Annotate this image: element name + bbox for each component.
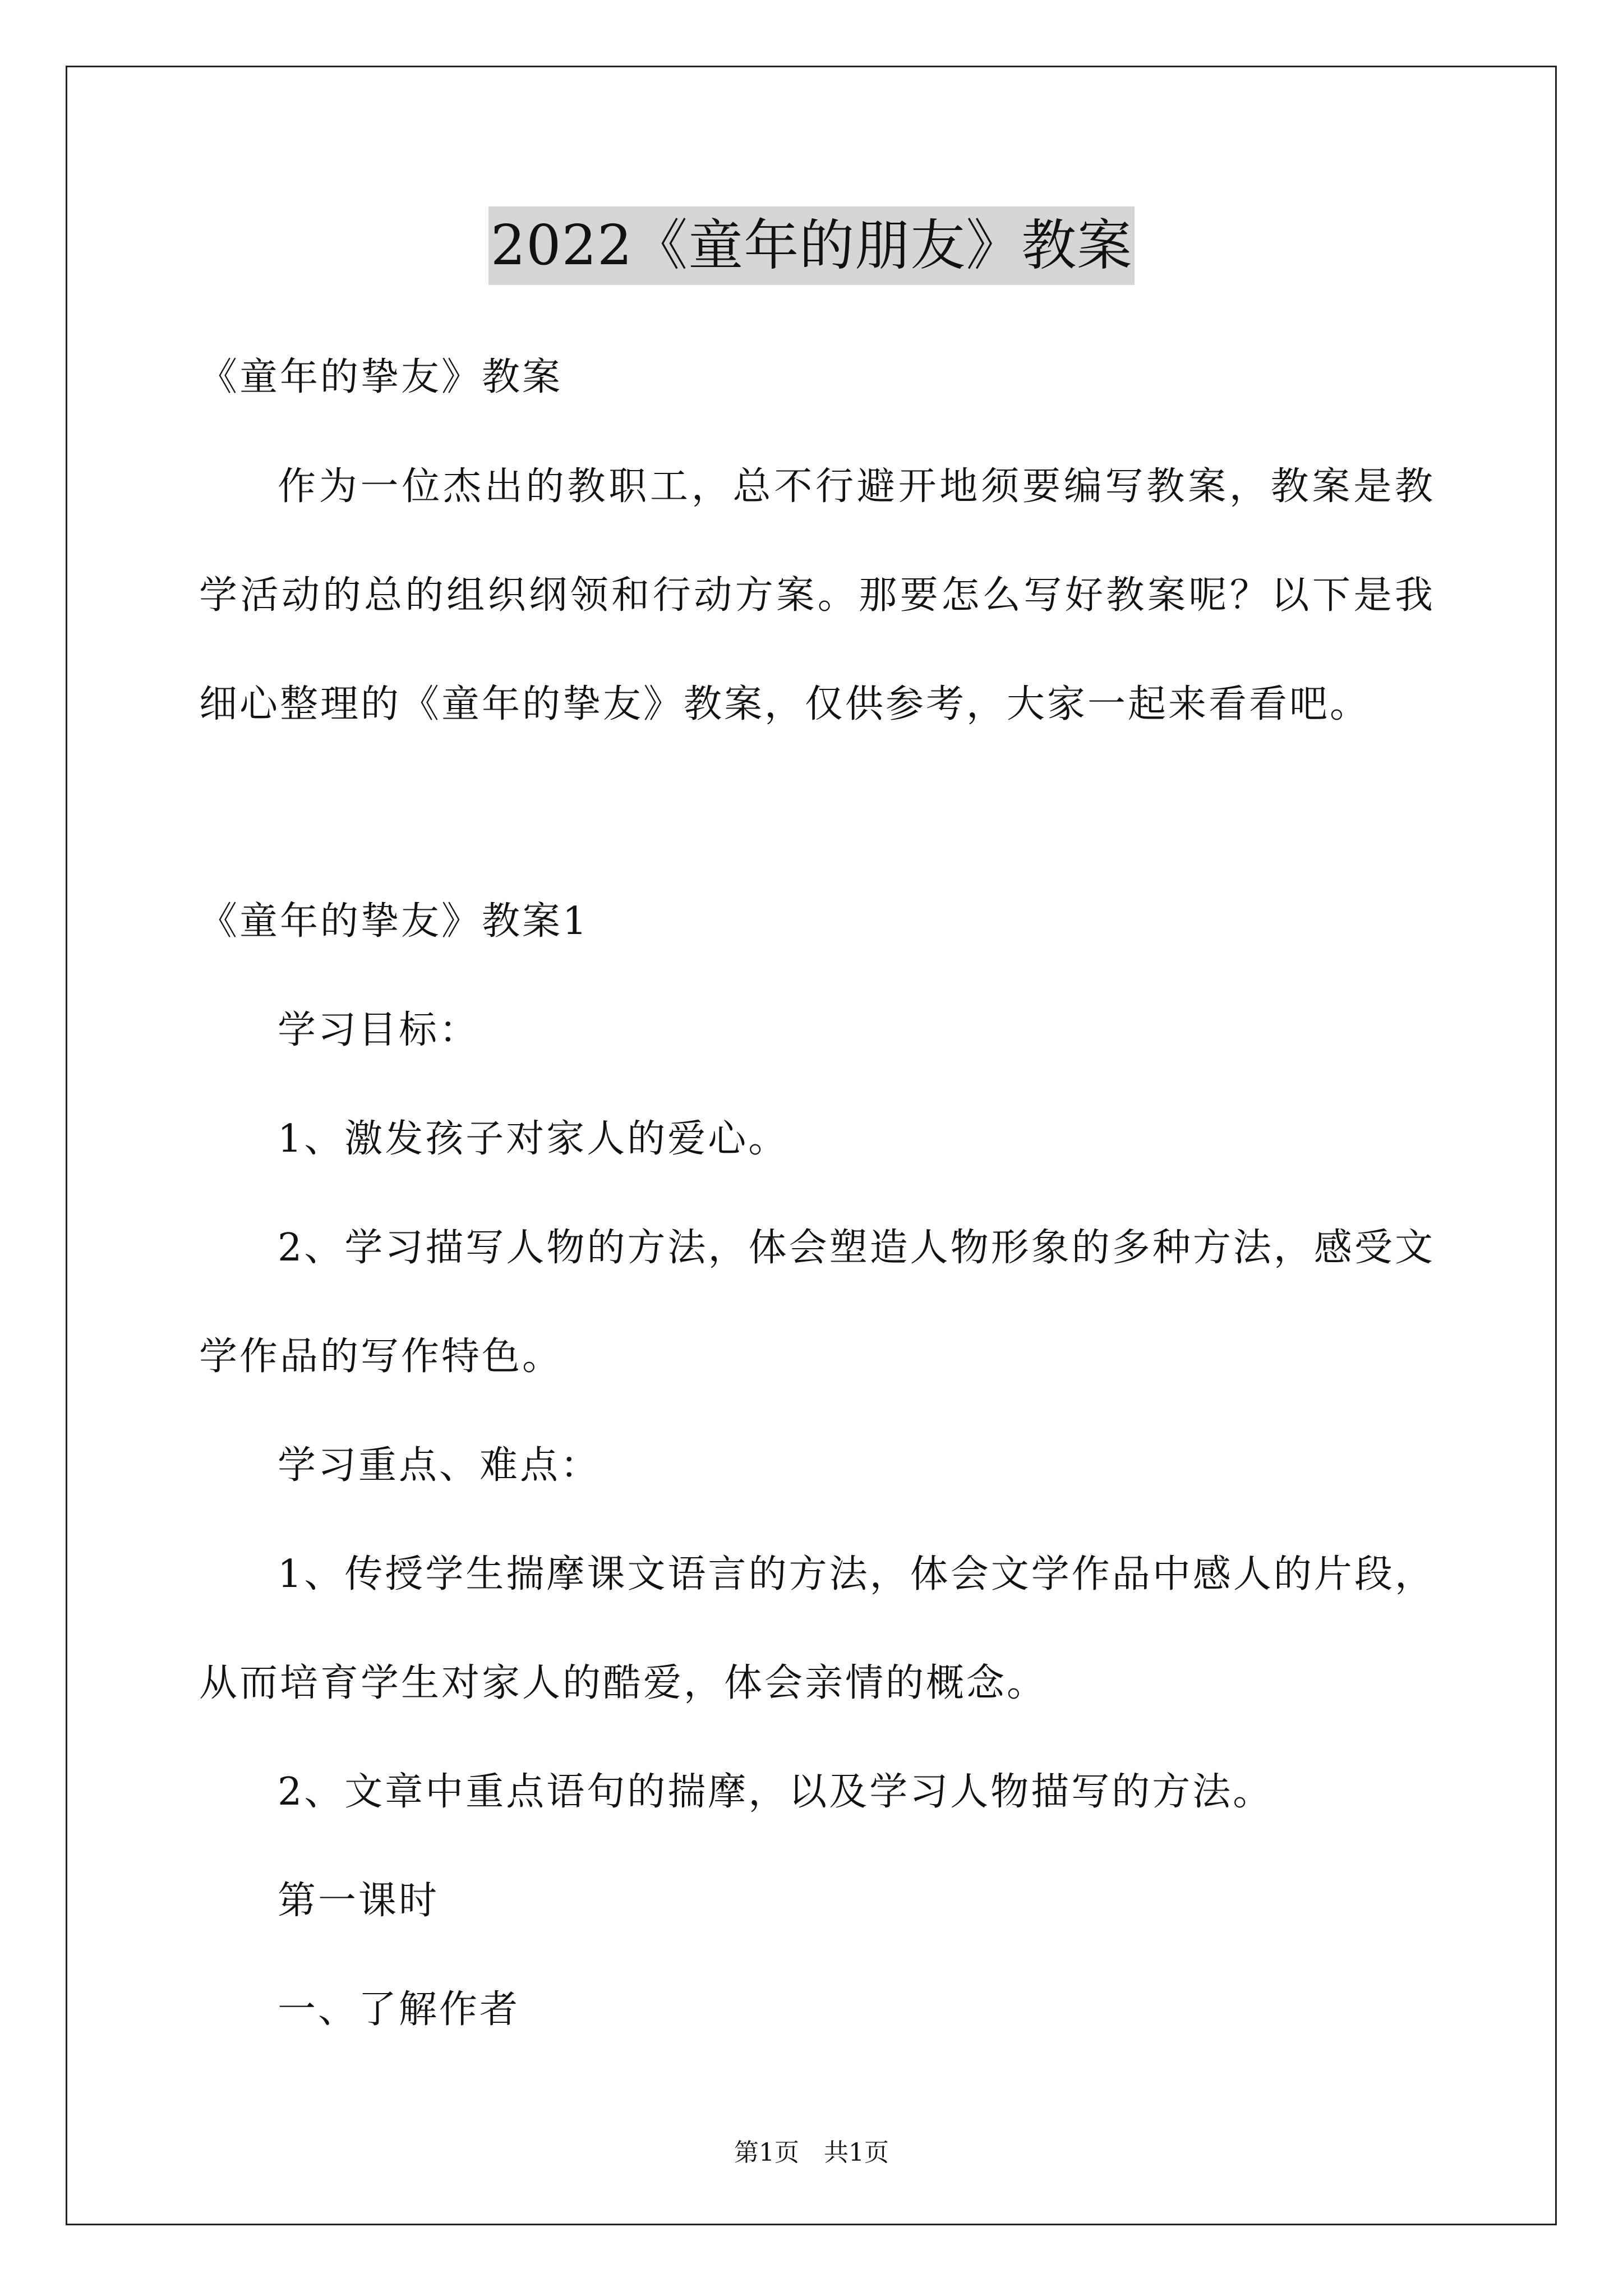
key-point-2: 2、文章中重点语句的揣摩，以及学习人物描写的方法。 [278, 1770, 1274, 1814]
key-point-1-line-1: 1、传授学生揣摩课文语言的方法，体会文学作品中感人的片段， [278, 1552, 1433, 1596]
key-points-label: 学习重点、难点： [278, 1443, 601, 1488]
intro-line-2: 学活动的总的组织纲领和行动方案。那要怎么写好教案呢？以下是我 [199, 573, 1433, 618]
intro-line-3: 细心整理的《童年的挚友》教案，仅供参考，大家一起来看看吧。 [199, 682, 1371, 726]
document-heading: 《童年的挚友》教案 [199, 355, 563, 399]
key-point-1-line-2: 从而培育学生对家人的酷爱，体会亲情的概念。 [199, 1661, 1048, 1705]
objective-2-line-1: 2、学习描写人物的方法，体会塑造人物形象的多种方法，感受文 [278, 1226, 1433, 1270]
objective-1: 1、激发孩子对家人的爱心。 [278, 1117, 789, 1161]
page-footer: 第1页 共1页 [734, 2138, 889, 2167]
objectives-label: 学习目标： [278, 1008, 480, 1052]
intro-line-1: 作为一位杰出的教职工，总不行避开地须要编写教案，教案是教 [278, 464, 1433, 509]
step-1: 一、了解作者 [278, 1987, 520, 2032]
objective-2-line-2: 学作品的写作特色。 [199, 1335, 563, 1379]
title-container [0, 206, 1623, 285]
lesson-label: 第一课时 [278, 1879, 440, 1923]
section-heading: 《童年的挚友》教案1 [199, 899, 589, 944]
document-title: 2022《童年的朋友》教案 [488, 206, 1135, 285]
